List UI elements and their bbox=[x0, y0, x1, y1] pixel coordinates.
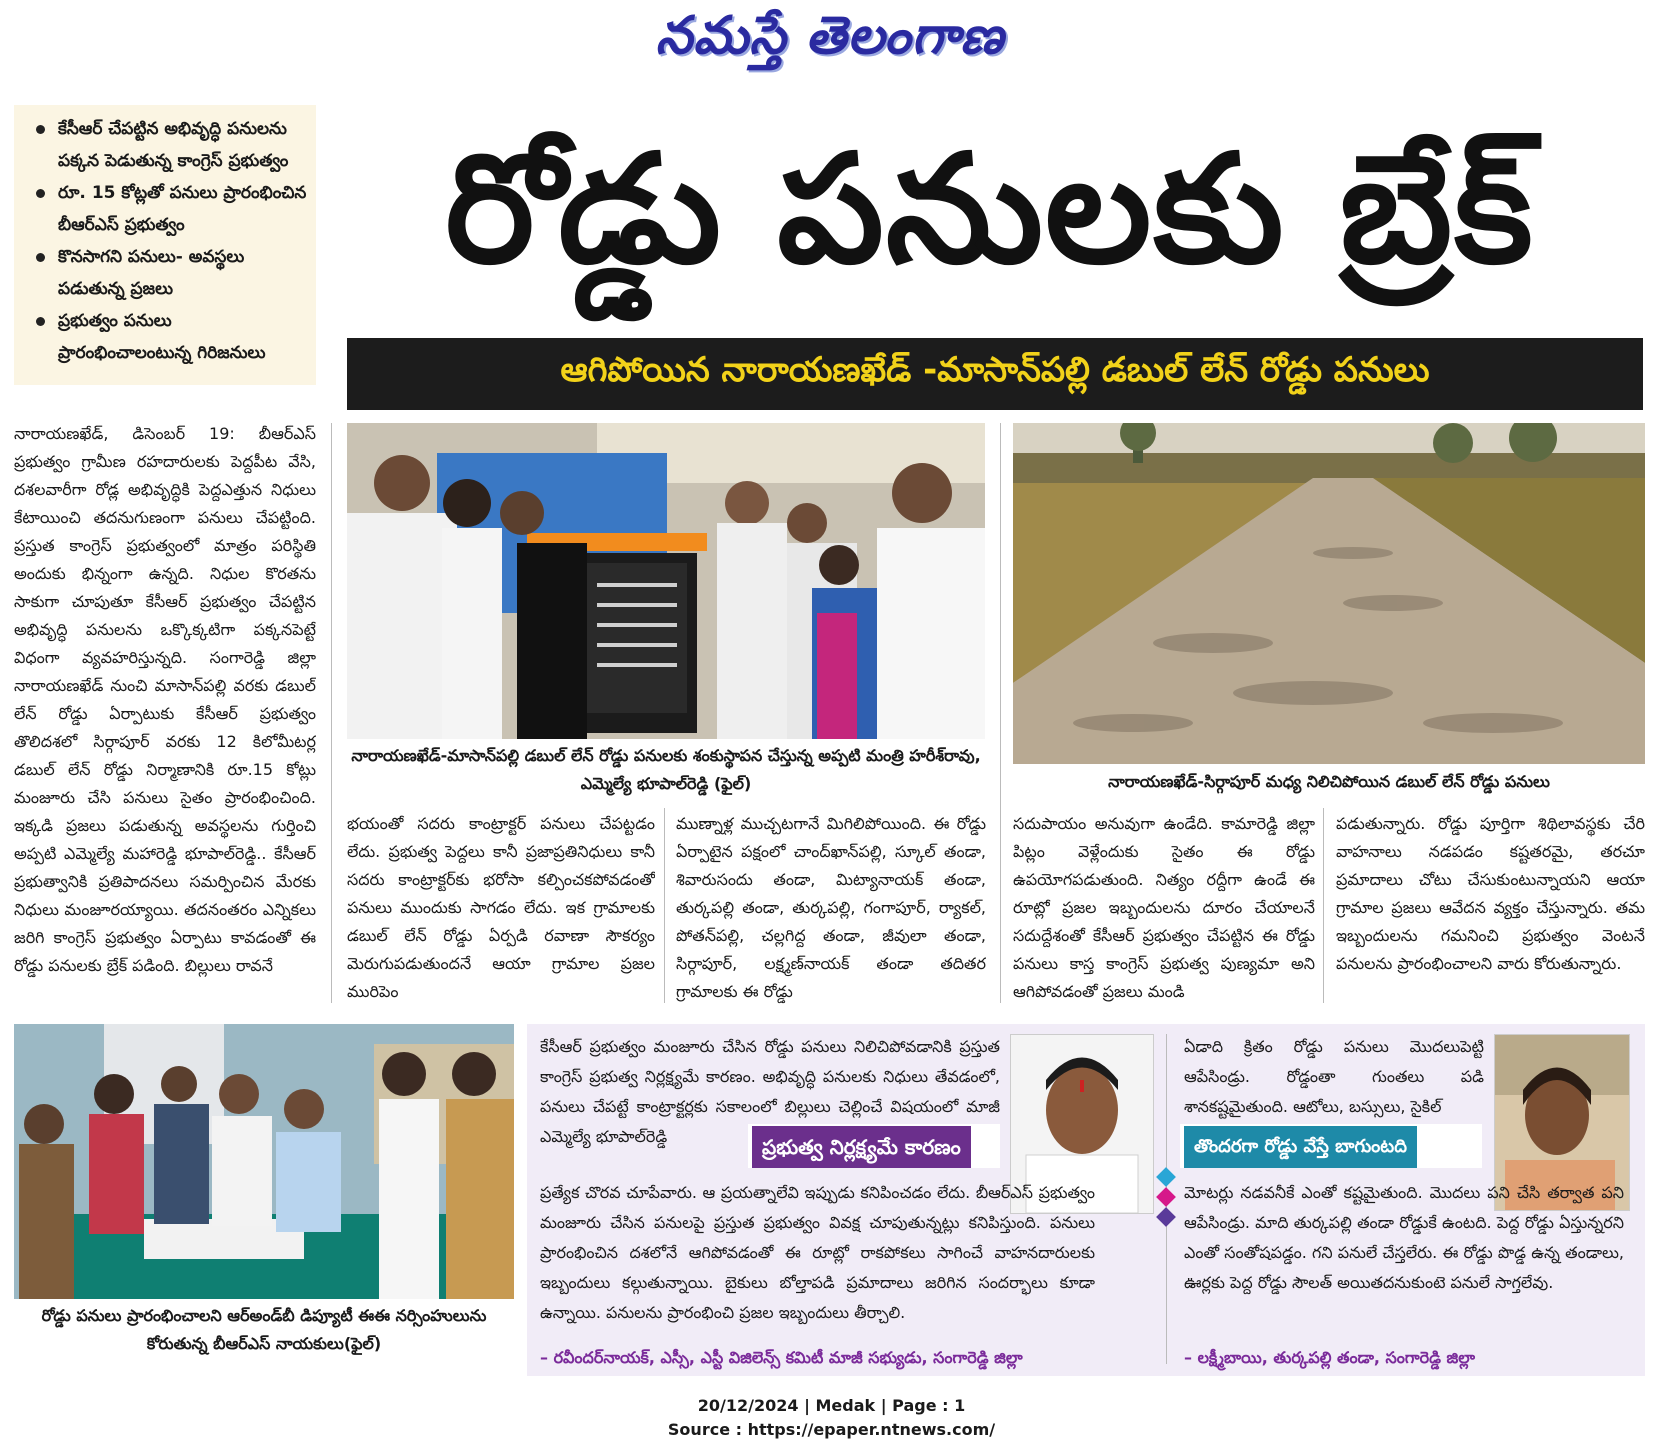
bullet-dot-icon bbox=[36, 189, 45, 198]
footer-date-page: 20/12/2024 | Medak | Page : 1 bbox=[697, 1396, 966, 1415]
footer-source-link[interactable]: Source : https://epaper.ntnews.com/ bbox=[667, 1420, 996, 1439]
column-rule bbox=[1000, 423, 1001, 1003]
article-column-1: నారాయణఖేడ్, డిసెంబర్ 19: బీఆర్ఎస్ ప్రభుత్వం గ్రామీణ రహదారులకు పెద్దపీట వేసి, దశలవారీగా రోడ్ల అభివృద్ధికి పెద్దఎత్తున నిధులు కేటాయించి తదనుగుణంగా పనులు చేపట్టింది. ప్రస్తుత కాంగ్రెస్ ప్రభుత్వంలో మాత్రం పరిస్థితి అందుకు భిన్నంగా ఉన్నది. నిధుల కొరతను సాకుగా చూపుతూ కేసీఆర్ ప్రభుత్వం చేపట్టిన అభివృద్ధి పనులను ఒక్కొక్కటిగా పక్కనపెట్టే విధంగా వ్యవహరిస్తున్నది. సంగారెడ్డి జిల్లా నారాయణఖేడ్ నుంచి మాసాన్‌పల్లి వరకు డబుల్ లేన్ రోడ్డు ఏర్పాటుకు కేసీఆర్ ప్రభుత్వం తొలిదశలో సిర్గాపూర్ వరకు 12 కిలోమీటర్ల డబుల్ లేన్ రోడ్డు నిర్మాణానికి రూ.15 కోట్లు మంజూరు చేసి పనులు సైతం ప్రారంభించింది. ఇక్కడి ప్రజలు పడుతున్న అవస్థలను గుర్తించి అప్పటి ఎమ్మెల్యే మహారెడ్డి భూపాల్‌రెడ్డి.. కేసీఆర్ ప్రభుత్వానికి ప్రతిపాదనలు సమర్పించిన మేరకు నిధులు మంజూరయ్యాయి. తదనంతరం ఎన్నికలు జరిగి కాంగ్రెస్ ప్రభుత్వం ఏర్పాటు కావడంతో ఈ రోడ్డు పనులకు బ్రేక్ పడింది. బిల్లులు రావనే bbox=[14, 424, 316, 975]
subheadline-bar: ఆగిపోయిన నారాయణఖేడ్ -మాసాన్‌పల్లి డబుల్ లేన్ రోడ్డు పనులు bbox=[347, 338, 1643, 410]
quote-2-text-top: ఏడాది క్రితం రోడ్డు పనులు మొదలుపెట్టి ఆపేసిండ్రు. రోడ్డంతా గుంతలు పడి శానకష్టమైతుంది. ఆటోలు, బస్సులు, సైకిల్ bbox=[1184, 1037, 1484, 1116]
quote-2-tag: తొందరగా రోడ్డు వేస్తే బాగుంటది bbox=[1184, 1126, 1417, 1168]
article-column-4: సదుపాయం అనువుగా ఉండేది. కామారెడ్డి జిల్లా పిట్లం వెళ్లేందుకు సైతం ఈ రోడ్డు ఉపయోగపడుతుంది. నిత్యం రద్దీగా ఉండే ఈ రూట్లో ప్రజల ఇబ్బందులను దూరం చేయాలనే సదుద్దేశంతో కేసీఆర్ ప్రభుత్వం చేపట్టిన ఈ రోడ్డు పనులు కాస్త కాంగ్రెస్ ప్రభుత్వ పుణ్యమా అని ఆగిపోవడంతో ప్రజలు మండి bbox=[1013, 814, 1315, 1001]
photo-damaged-road-graphic bbox=[1013, 423, 1645, 764]
bullet-text: కేసీఆర్ చేపట్టిన అభివృద్ధి పనులను పక్కన పెడుతున్న కాంగ్రెస్ ప్రభుత్వం bbox=[58, 119, 289, 171]
headline: రోడ్డు పనులకు బ్రేక్ bbox=[445, 123, 1535, 297]
photo-damaged-road bbox=[1013, 423, 1645, 764]
article-column-3: ముణ్నాళ్ల ముచ్చటగానే మిగిలిపోయింది. ఈ రోడ్డు ఏర్పాటైన పక్షంలో చాంద్‌ఖాన్‌పల్లి, స్కూల్ తండా, శివారుసందు తండా, మిట్యానాయక్ తండా, తుర్కపల్లి తండా, తుర్కపల్లి, గంగాపూర్, ర్యాకల్, పోతన్‌పల్లి, చల్లగిద్ద తండా, జీవులా తండా, సిర్గాపూర్, లక్ష్మణ్‌నాయక్ తండా తదితర గ్రామాలకు ఈ రోడ్డు bbox=[676, 814, 986, 1001]
bullet-summary-box bbox=[14, 105, 316, 385]
photo-foundation-ceremony bbox=[347, 423, 985, 739]
article-column-2: భయంతో సదరు కాంట్రాక్టర్ పనులు చేపట్టడం లేదు. ప్రభుత్వ పెద్దలు కానీ ప్రజాప్రతినిధులు కానీ సదరు కాంట్రాక్టర్‌కు భరోసా కల్పించకపోవడంతో పనులు ముందుకు సాగడం లేదు. ఇక గ్రామాలకు డబుల్ లేన్ రోడ్డు ఏర్పడి రవాణా సౌకర్యం మెరుగుపడుతుందనే ఆయా గ్రామాల ప్రజల మురిపెం bbox=[347, 814, 655, 1001]
masthead-logo: నమస్తే తెలంగాణ bbox=[655, 5, 1005, 66]
bullet-item bbox=[22, 305, 308, 369]
bullet-dot-icon bbox=[36, 253, 45, 262]
column-rule bbox=[331, 423, 332, 1003]
column-rule bbox=[664, 808, 665, 1003]
photo-foundation-ceremony-graphic bbox=[347, 423, 985, 739]
caption-photo-1: నారాయణఖేడ్-మాసాన్‌పల్లి డబుల్ లేన్ రోడ్డు పనులకు శంకుస్థాపన చేస్తున్న అప్పటి మంత్రి హరీశ్‌రావు, ఎమ్మెల్యే భూపాల్‌రెడ్డి (ఫైల్) bbox=[351, 746, 981, 793]
quote-1-byline: – రవీందర్‌నాయక్, ఎస్సీ, ఎస్టీ విజిలెన్స్ కమిటీ మాజీ సభ్యుడు, సంగారెడ్డి జిల్లా bbox=[540, 1348, 1023, 1367]
bullet-dot-icon bbox=[36, 125, 45, 134]
bullet-item bbox=[22, 177, 308, 241]
caption-photo-3: రోడ్డు పనులు ప్రారంభించాలని ఆర్అండ్‌బీ డిప్యూటీ ఈఈ నర్సింహులును కోరుతున్న బీఆర్ఎస్ నాయకులు(ఫైల్) bbox=[41, 1306, 487, 1353]
quote-1-tag: ప్రభుత్వ నిర్లక్ష్యమే కారణం bbox=[752, 1126, 971, 1168]
bullet-text: ప్రభుత్వం పనులు ప్రారంభించాలంటున్న గిరిజనులు bbox=[58, 311, 266, 363]
bullet-dot-icon bbox=[36, 317, 45, 326]
bullet-item bbox=[22, 241, 308, 305]
photo-brs-leaders-graphic bbox=[14, 1024, 514, 1299]
photo-brs-leaders bbox=[14, 1024, 514, 1299]
quote-2-text-bottom: మోటర్లు నడవనీకే ఎంతో కష్టమైతుంది. మొదలు పని చేసి తర్వాత పని ఆపేసిండ్రు. మాది తుర్కపల్లి తండా రోడ్డుకే ఉంటది. పెద్ద రోడ్డు ఏస్తున్నరని ఎంతో సంతోషపడ్డం. గని పనులే చేస్తలేరు. ఈ రోడ్డు పొడ్డ ఉన్న తండాలు, ఊర్లకు పెద్ద రోడ్డు సౌలత్ అయితదనుకుంటె పనులే సాగ్తలేవు. bbox=[1184, 1183, 1624, 1292]
caption-photo-2: నారాయణఖేడ్-సిర్గాపూర్ మధ్య నిలిచిపోయిన డబుల్ లేన్ రోడ్డు పనులు bbox=[1108, 772, 1550, 791]
quote-1-text-bottom: ప్రత్యేక చొరవ చూపేవారు. ఆ ప్రయత్నాలేవి ఇప్పుడు కనిపించడం లేదు. బీఆర్ఎస్ ప్రభుత్వం మంజూరు చేసిన పనులపై ప్రస్తుత ప్రభుత్వం వివక్ష చూపుతున్నట్లు కనిపిస్తుంది. పనులు ప్రారంభించిన దశలోనే ఆగిపోవడంతో ఈ రూట్లో రాకపోకలు సాగించే వాహనదారులకు ఇబ్బందులు కల్గుతున్నాయి. బైకులు బోల్తాపడి ప్రమాదాలు జరిగిన సందర్భాలు కూడా ఉన్నాయి. పనులను ప్రారంభించి ప్రజల ఇబ్బందులు తీర్చాలి. bbox=[540, 1183, 1095, 1322]
bullet-text: రూ. 15 కోట్లతో పనులు ప్రారంభించిన బీఆర్ఎస్ ప్రభుత్వం bbox=[58, 183, 307, 235]
column-rule bbox=[1323, 808, 1324, 1003]
bullet-text: కొనసాగని పనులు- అవస్థలు పడుతున్న ప్రజలు bbox=[58, 247, 245, 299]
article-column-5: పడుతున్నారు. రోడ్డు పూర్తిగా శిథిలావస్థకు చేరి వాహనాలు నడపడం కష్టతరమై, తరచూ ప్రమాదాలు చోటు చేసుకుంటున్నాయని ఆయా గ్రామాల ప్రజలు ఆవేదన వ్యక్తం చేస్తున్నారు. తమ ఇబ్బందులను గమనించి ప్రభుత్వం వెంటనే పనులను ప్రారంభించాలని వారు కోరుతున్నారు. bbox=[1336, 814, 1645, 973]
quote-1-text-top: కేసీఆర్ ప్రభుత్వం మంజూరు చేసిన రోడ్డు పనులు నిలిచిపోవడానికి ప్రస్తుత కాంగ్రెస్ ప్రభుత్వ నిర్లక్ష్యమే కారణం. అభివృద్ధి పనులకు నిధులు తేవడంలో, పనులు చేపట్టే కాంట్రాక్టర్లకు సకాలంలో బిల్లులు చెల్లించే విషయంలో మాజీ ఎమ్మెల్యే భూపాల్‌రెడ్డి bbox=[540, 1037, 1000, 1146]
quote-2-byline: – లక్ష్మీబాయి, తుర్కపల్లి తండా, సంగారెడ్డి జిల్లా bbox=[1184, 1348, 1475, 1367]
bullet-item bbox=[22, 113, 308, 177]
